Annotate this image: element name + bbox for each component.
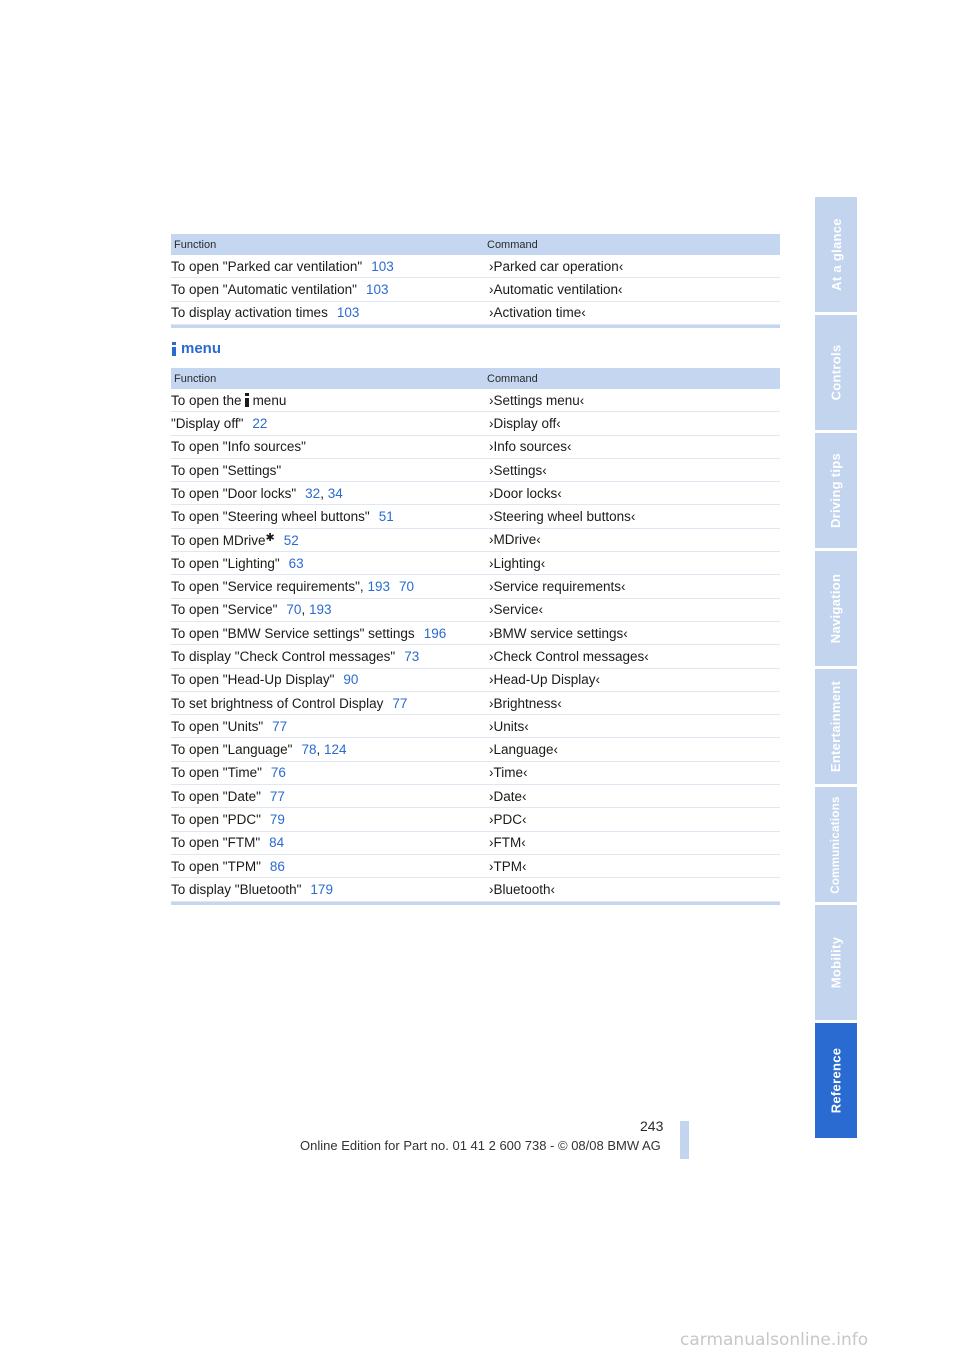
function-text: menu xyxy=(252,392,287,408)
tab-mobility[interactable] xyxy=(815,905,857,1020)
command-text: ›Activation time‹ xyxy=(489,305,586,321)
page-ref-link[interactable]: 77 xyxy=(269,788,285,804)
command-text: ›MDrive‹ xyxy=(489,532,541,548)
page-ref-link[interactable]: 103 xyxy=(371,258,394,274)
page-ref-link[interactable]: 79 xyxy=(269,811,285,827)
command-text: ›Settings menu‹ xyxy=(489,392,585,408)
tab-driving-tips[interactable] xyxy=(815,433,857,548)
table-row xyxy=(171,878,780,901)
command-text: ›Language‹ xyxy=(489,742,559,758)
function-text: To open "TPM" xyxy=(171,858,261,874)
command-text: ›Info sources‹ xyxy=(489,439,572,455)
watermark: carmanualsonline.info xyxy=(680,1330,869,1350)
command-text: ›Service requirements‹ xyxy=(489,579,626,595)
command-text: ›FTM‹ xyxy=(489,835,526,851)
table-row xyxy=(171,505,780,528)
command-text: ›Service‹ xyxy=(489,602,544,618)
page-ref-link[interactable]: 77 xyxy=(392,695,408,711)
tab-label: Controls xyxy=(828,344,844,401)
command-text: ›Lighting‹ xyxy=(489,555,546,571)
tab-at-a-glance[interactable] xyxy=(815,197,857,312)
page-ref-link[interactable]: 32 xyxy=(305,485,321,501)
page-ref-link[interactable]: 124 xyxy=(324,742,347,758)
page-ref-link[interactable]: 103 xyxy=(365,281,389,297)
tab-label: At a glance xyxy=(828,218,844,291)
function-text: To open the xyxy=(171,392,242,408)
tab-label: Entertainment xyxy=(828,680,844,773)
page-ref-link[interactable]: 193 xyxy=(367,579,390,595)
function-text: To display activation times xyxy=(171,305,328,321)
command-text: ›Date‹ xyxy=(489,788,527,804)
tab-navigation[interactable] xyxy=(815,551,857,666)
function-text: To display "Bluetooth" xyxy=(171,881,302,897)
table-row xyxy=(171,552,780,575)
tab-label: Mobility xyxy=(828,936,844,989)
tab-label: Navigation xyxy=(828,573,844,644)
command-text: ›Time‹ xyxy=(489,765,528,781)
command-text: ›Parked car operation‹ xyxy=(489,258,624,274)
command-text: ›Display off‹ xyxy=(489,415,561,431)
table-row xyxy=(171,622,780,645)
page-ref-link[interactable]: 73 xyxy=(404,648,420,664)
footer-text: Online Edition for Part no. 01 41 2 600 738 - © 08/08 BMW AG xyxy=(300,1138,661,1153)
tab-label: Driving tips xyxy=(828,452,844,529)
command-text: ›Steering wheel buttons‹ xyxy=(489,509,636,525)
command-text: ›PDC‹ xyxy=(489,811,527,827)
command-text: ›BMW service settings‹ xyxy=(489,625,628,641)
table-row xyxy=(171,645,780,668)
function-text: To display "Check Control messages" xyxy=(171,648,396,664)
function-text: To set brightness of Control Display xyxy=(171,695,384,711)
table-row xyxy=(171,808,780,831)
function-text: To open "Date" xyxy=(171,788,261,804)
table-row xyxy=(171,412,780,435)
info-icon xyxy=(244,393,250,407)
function-text: To open MDrive xyxy=(171,533,266,549)
table-row xyxy=(171,855,780,878)
page-ref-link[interactable]: 179 xyxy=(310,881,333,897)
table-row xyxy=(171,785,780,808)
function-text: "Display off" xyxy=(171,415,244,431)
function-text: To open "Language" xyxy=(171,742,293,758)
table-row xyxy=(171,255,780,278)
menu-command-table xyxy=(171,368,780,905)
footer-bar xyxy=(680,1121,689,1159)
info-icon xyxy=(171,342,177,356)
table-row xyxy=(171,389,780,412)
header-command: Command xyxy=(487,238,538,251)
separator: , xyxy=(301,602,306,618)
command-text: ›TPM‹ xyxy=(489,858,527,874)
function-text: To open "Service" xyxy=(171,602,278,618)
table-row xyxy=(171,669,780,692)
table-header xyxy=(171,368,780,389)
tab-communications[interactable] xyxy=(815,787,857,902)
page-ref-link[interactable]: 90 xyxy=(343,672,359,688)
table-row xyxy=(171,715,780,738)
function-text: To open "Info sources" xyxy=(171,439,306,455)
command-text: ›Units‹ xyxy=(489,718,529,734)
function-text: To open "BMW Service settings" settings xyxy=(171,625,415,641)
optional-equipment-star: ✱ xyxy=(265,532,275,545)
tab-entertainment[interactable] xyxy=(815,669,857,784)
function-text: To open "Time" xyxy=(171,765,262,781)
table-row xyxy=(171,738,780,761)
header-command: Command xyxy=(487,372,538,385)
tab-label: Communications xyxy=(830,795,842,894)
page-ref-link[interactable]: 63 xyxy=(288,555,304,571)
function-text: To open "Automatic ventilation" xyxy=(171,281,357,297)
tab-controls[interactable] xyxy=(815,315,857,430)
page-ref-link[interactable]: 76 xyxy=(270,765,286,781)
ventilation-command-table xyxy=(171,234,780,328)
table-end-rule xyxy=(171,902,780,905)
table-row xyxy=(171,762,780,785)
tab-label: Reference xyxy=(828,1047,844,1114)
page-number: 243 xyxy=(640,1118,664,1134)
function-text: To open "Door locks" xyxy=(171,485,297,501)
page-ref-link[interactable]: 77 xyxy=(272,718,288,734)
command-text: ›Brightness‹ xyxy=(489,695,562,711)
table-row xyxy=(171,459,780,482)
function-text: To open "PDC" xyxy=(171,811,261,827)
command-text: ›Settings‹ xyxy=(489,462,547,478)
page-ref-link[interactable]: 86 xyxy=(269,858,285,874)
command-text: ›Automatic ventilation‹ xyxy=(489,281,623,297)
function-text: To open "Service requirements", xyxy=(171,579,364,595)
page-ref-link[interactable]: 84 xyxy=(269,835,285,851)
table-row xyxy=(171,436,780,459)
function-text: To open "Steering wheel buttons" xyxy=(171,509,370,525)
page-ref-link[interactable]: 70 xyxy=(286,602,302,618)
section-heading-text: menu xyxy=(181,340,222,357)
table-row xyxy=(171,832,780,855)
page-ref-link[interactable]: 193 xyxy=(308,602,332,618)
function-text: To open "Head-Up Display" xyxy=(171,672,335,688)
page-ref-link[interactable]: 52 xyxy=(283,533,299,549)
command-text: ›Bluetooth‹ xyxy=(489,881,556,897)
page-ref-link[interactable]: 51 xyxy=(378,509,394,525)
section-heading xyxy=(171,340,221,357)
tab-reference[interactable] xyxy=(815,1023,857,1138)
table-end-rule xyxy=(171,325,780,328)
separator: , xyxy=(316,742,321,758)
command-text: ›Check Control messages‹ xyxy=(489,648,649,664)
header-function: Function xyxy=(174,372,217,385)
table-row xyxy=(171,278,780,301)
table-row xyxy=(171,482,780,505)
function-text: To open "Lighting" xyxy=(171,555,280,571)
table-header xyxy=(171,234,780,255)
table-row xyxy=(171,529,780,552)
table-row xyxy=(171,302,780,325)
separator: , xyxy=(320,485,324,501)
page-ref-link[interactable]: 196 xyxy=(423,625,447,641)
function-text: To open "Settings" xyxy=(171,462,282,478)
table-row xyxy=(171,575,780,598)
command-text: ›Door locks‹ xyxy=(489,485,562,501)
page-ref-link[interactable]: 34 xyxy=(327,485,343,501)
page-ref-link[interactable]: 103 xyxy=(336,305,360,321)
command-text: ›Head-Up Display‹ xyxy=(489,672,601,688)
chapter-tabs xyxy=(815,197,857,1141)
function-text: To open "Parked car ventilation" xyxy=(171,258,363,274)
table-row xyxy=(171,599,780,622)
function-text: To open "Units" xyxy=(171,718,264,734)
page-ref-link[interactable]: 78 xyxy=(301,742,317,758)
header-function: Function xyxy=(174,238,217,251)
function-text: To open "FTM" xyxy=(171,835,261,851)
table-row xyxy=(171,692,780,715)
page-ref-link[interactable]: 22 xyxy=(252,415,268,431)
page-ref-link[interactable]: 70 xyxy=(398,579,415,595)
